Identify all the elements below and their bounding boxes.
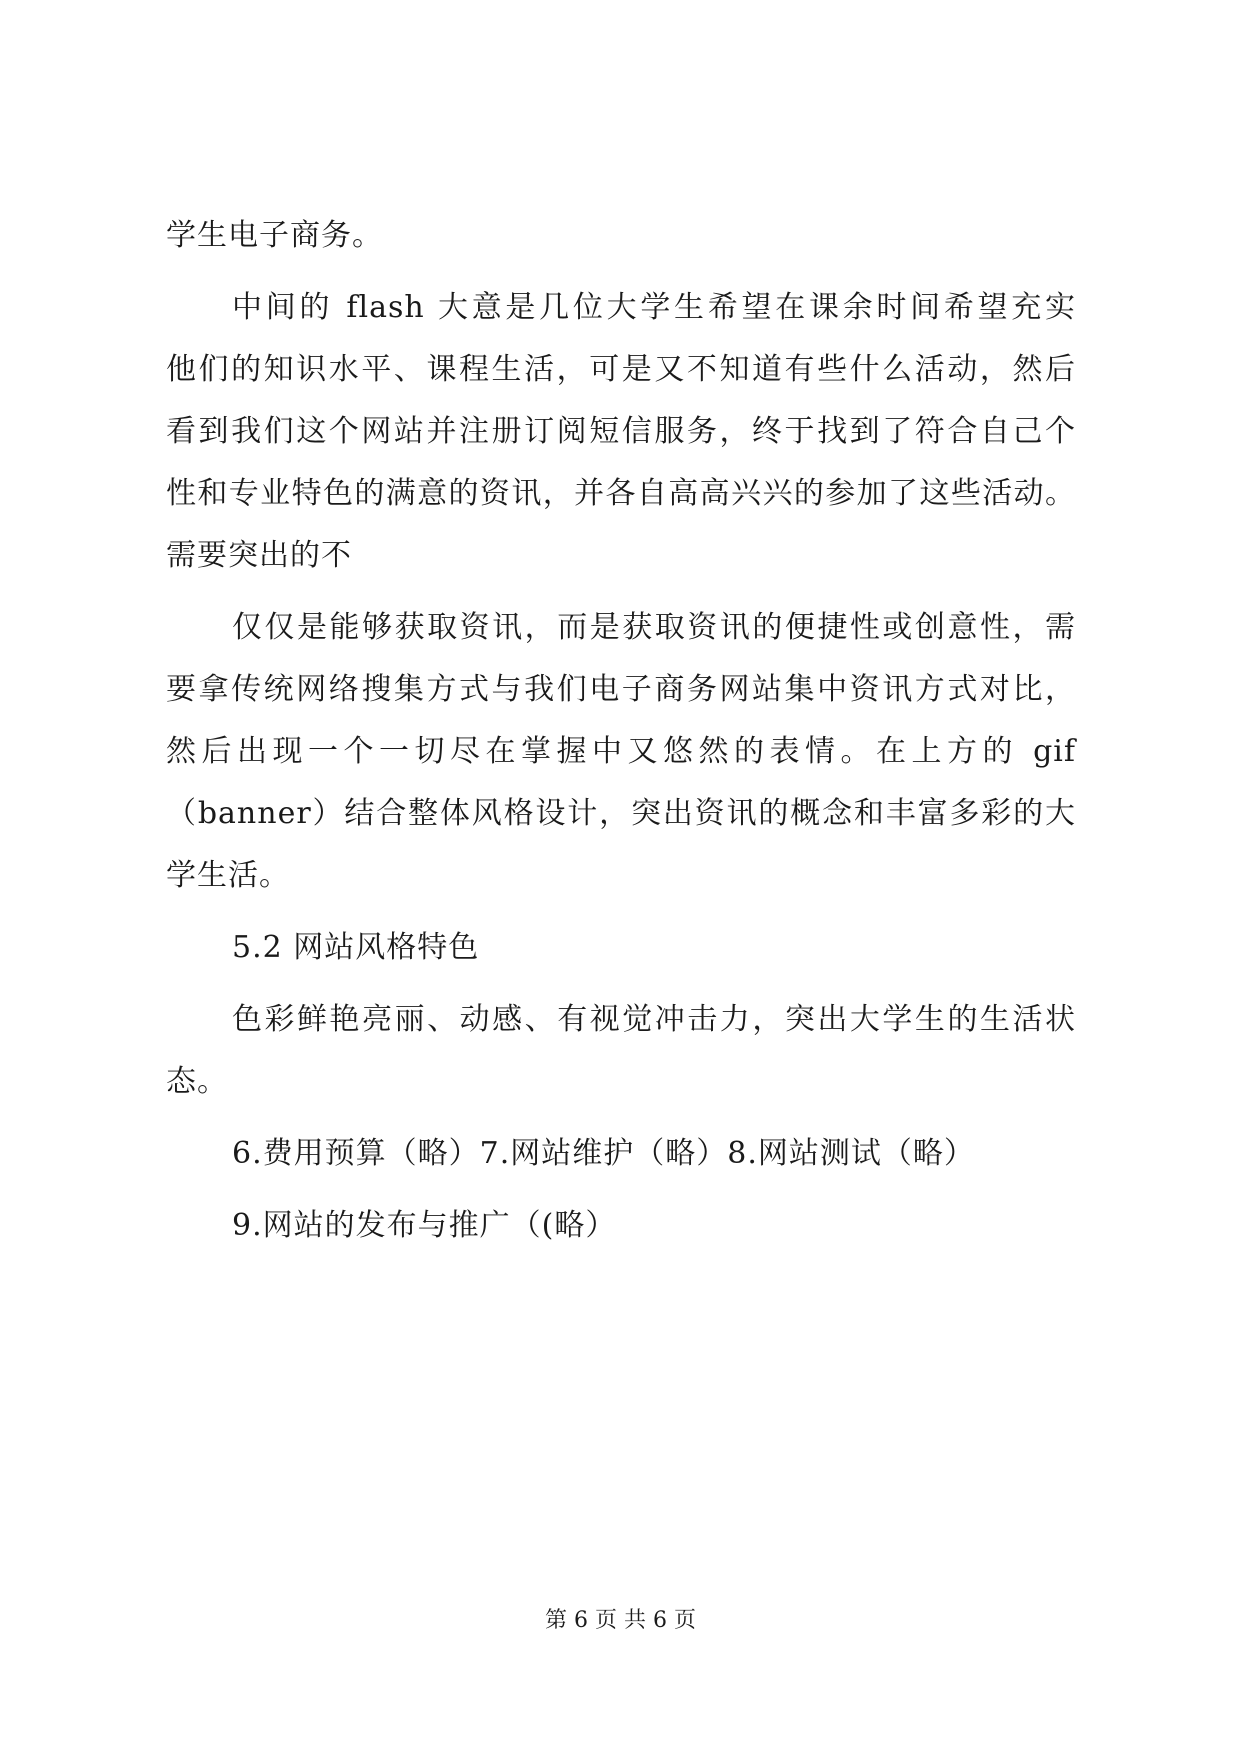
paragraph-line: 要拿传统网络搜集方式与我们电子商务网站集中资讯方式对比， (166, 672, 1076, 707)
paragraph-line: 6.费用预算（略）7.网站维护（略）8.网站测试（略） (232, 1136, 975, 1171)
paragraph-line: 学生活。 (166, 858, 290, 893)
paragraph-line: 然后出现一个一切尽在掌握中又悠然的表情。在上方的 gif (166, 734, 1076, 769)
paragraph-line: 学生电子商务。 (166, 218, 383, 253)
paragraph-line: 态。 (166, 1064, 228, 1099)
paragraph-line: 看到我们这个网站并注册订阅短信服务，终于找到了符合自己个 (166, 414, 1076, 449)
paragraph-line: 他们的知识水平、课程生活，可是又不知道有些什么活动，然后 (166, 352, 1076, 387)
paragraph-line: 需要突出的不 (166, 538, 352, 573)
paragraph-line: 9.网站的发布与推广（(略） (232, 1208, 617, 1243)
paragraph-line: 仅仅是能够获取资讯，而是获取资讯的便捷性或创意性，需 (232, 610, 1076, 645)
paragraph-line: （banner）结合整体风格设计，突出资讯的概念和丰富多彩的大 (166, 796, 1076, 831)
page-number-footer: 第 6 页 共 6 页 (545, 1608, 696, 1633)
paragraph-line: 色彩鲜艳亮丽、动感、有视觉冲击力，突出大学生的生活状 (232, 1002, 1076, 1037)
section-heading: 5.2 网站风格特色 (232, 930, 480, 965)
document-body (166, 205, 1076, 1257)
paragraph-line: 性和专业特色的满意的资讯，并各自高高兴兴的参加了这些活动。 (166, 476, 1076, 511)
paragraph-line: 中间的 flash 大意是几位大学生希望在课余时间希望充实 (232, 290, 1076, 325)
